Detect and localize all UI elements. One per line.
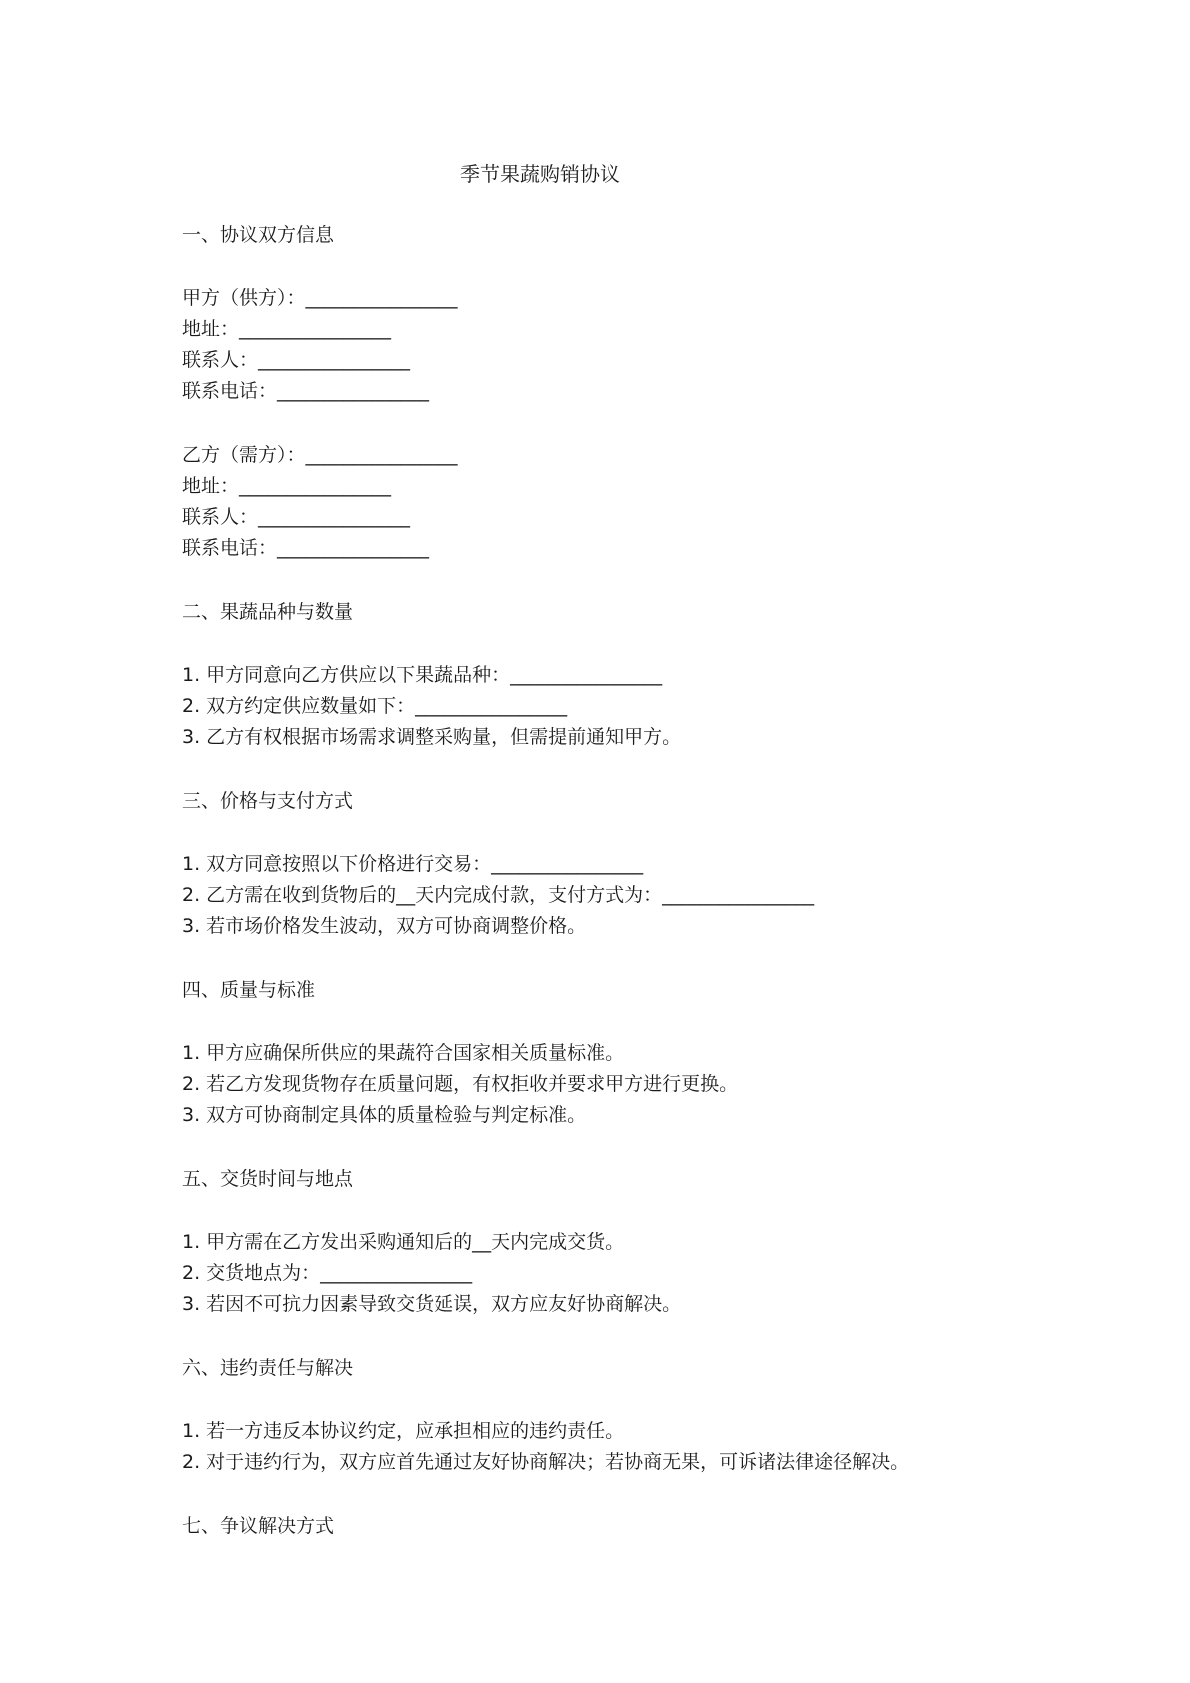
list-item: 1. 甲方需在乙方发出采购通知后的__天内完成交货。: [182, 1231, 625, 1253]
party-b-contact-field: 联系人：________________: [182, 506, 411, 528]
list-item: 2. 交货地点为：________________: [182, 1262, 473, 1284]
party-b-name-field: 乙方（需方）：________________: [182, 444, 458, 466]
section-heading-breach: 六、违约责任与解决: [182, 1357, 354, 1379]
list-item: 1. 甲方同意向乙方供应以下果蔬品种：________________: [182, 664, 663, 686]
party-a-address-field: 地址：________________: [182, 318, 392, 340]
document-title: 季节果蔬购销协议: [460, 162, 620, 186]
list-item: 1. 甲方应确保所供应的果蔬符合国家相关质量标准。: [182, 1042, 625, 1064]
list-item: 2. 若乙方发现货物存在质量问题，有权拒收并要求甲方进行更换。: [182, 1073, 739, 1095]
list-item: 3. 若因不可抗力因素导致交货延误，双方应友好协商解决。: [182, 1293, 682, 1315]
party-a-name-field: 甲方（供方）：________________: [182, 287, 458, 309]
party-a-contact-field: 联系人：________________: [182, 349, 411, 371]
section-heading-varieties: 二、果蔬品种与数量: [182, 601, 354, 623]
list-item: 3. 双方可协商制定具体的质量检验与判定标准。: [182, 1104, 587, 1126]
section-heading-quality: 四、质量与标准: [182, 979, 316, 1001]
list-item: 3. 若市场价格发生波动，双方可协商调整价格。: [182, 915, 587, 937]
section-heading-parties: 一、协议双方信息: [182, 224, 335, 246]
list-item: 1. 若一方违反本协议约定，应承担相应的违约责任。: [182, 1420, 625, 1442]
party-b-phone-field: 联系电话：________________: [182, 537, 430, 559]
party-a-phone-field: 联系电话：________________: [182, 380, 430, 402]
section-heading-dispute: 七、争议解决方式: [182, 1515, 335, 1537]
list-item: 2. 对于违约行为，双方应首先通过友好协商解决；若协商无果，可诉诸法律途径解决。: [182, 1451, 910, 1473]
section-heading-price: 三、价格与支付方式: [182, 790, 354, 812]
list-item: 1. 双方同意按照以下价格进行交易：________________: [182, 853, 644, 875]
list-item: 3. 乙方有权根据市场需求调整采购量，但需提前通知甲方。: [182, 726, 682, 748]
section-heading-delivery: 五、交货时间与地点: [182, 1168, 354, 1190]
party-b-address-field: 地址：________________: [182, 475, 392, 497]
list-item: 2. 双方约定供应数量如下：________________: [182, 695, 568, 717]
list-item: 2. 乙方需在收到货物后的__天内完成付款，支付方式为：________________: [182, 884, 815, 906]
